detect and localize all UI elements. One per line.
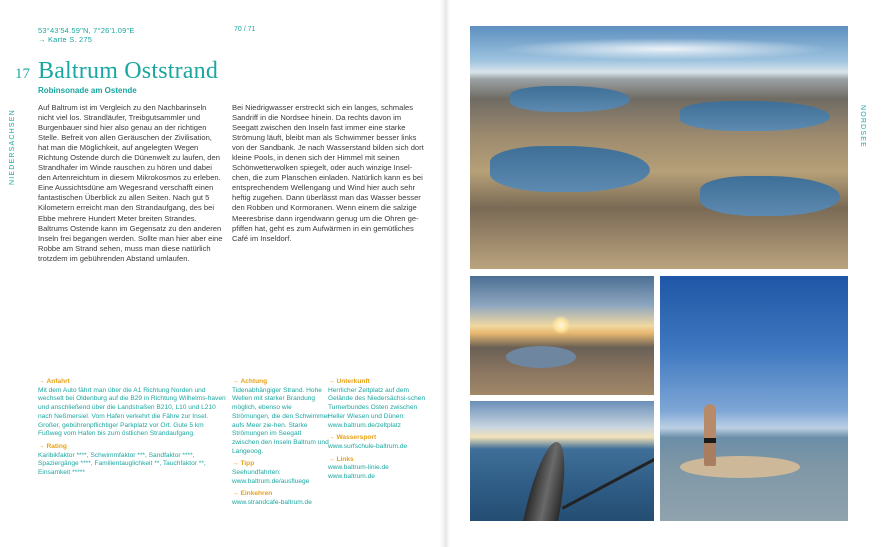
einkehren-heading: Einkehren — [240, 490, 273, 498]
arrow-icon: → — [328, 455, 337, 463]
page-title: Baltrum Oststrand — [38, 58, 219, 84]
body-column-2: Bei Niedrigwasser erstreckt sich ein langes, schmales Sandriff in die Nordsee hinein. Da rechts davon im Seegatt zwischen den Inseln fast immer eine starke Strömung läuft, bleibt man als Schwimmer besser links von der Sandbank. Je nach Wasserstand bilden sich dort kleine Pools, in denen sich der Himmel mit seinen Schönwetterwolken spiegelt, oder auch winzige Insel-chen, die zum Planschen einladen. Natürlich kann es bei entsprechendem Wellengang und Wind hier auch sehr heftig zugehen. Dann überlässt man das Wasser besser den Robben und Kormoranen. Wenn einem die salzige Meeresbrise dann irgendwann genug um die Ohren ge-pfiffen hat, geht es zum Aufwärmen in ein gemütliches Café im Inseldorf. — [232, 103, 424, 243]
photo-sunset-beach — [470, 276, 654, 395]
tipp-heading: Tipp — [240, 460, 255, 468]
anfahrt-text: Mit dem Auto fährt man über die A1 Richtung Norden und wechselt bei Oldenburg auf die B29 in Richtung Wilhelms-haven und anschließend über die Landstraßen B210, L10 und L210 nach Neßmersiel. Vom Hafen verkehrt die Fähre zur Insel. Großer, gebührenpflichtiger Parkplatz vor Ort. Gute 5 km Fußweg vom Hafen bis zum östlichen Strandaufgang. — [38, 386, 226, 438]
rating-text: Karibikfaktor ****, Schwimmfaktor ***, Sandfaktor ****, Spaziergänge ****, Familientauglichkeit **, Tauchfaktor **, Einsamkeit ***** — [38, 451, 206, 477]
arrow-icon: → — [232, 460, 241, 468]
photo-kayak — [470, 401, 654, 521]
wassersport-link[interactable]: www.surfschule-baltrum.de — [328, 442, 408, 450]
arrow-icon: → — [232, 378, 241, 385]
gps-coordinates — [38, 26, 135, 44]
links-heading: Links — [336, 455, 354, 463]
page-subtitle: Robinsonade am Ostende — [38, 86, 137, 95]
map-reference: → Karte S. 275 — [38, 35, 93, 44]
info-column-warning — [232, 378, 330, 512]
book-gutter — [440, 0, 450, 547]
wassersport-heading: Wassersport — [336, 434, 377, 442]
photo-man-on-sandbank — [660, 276, 848, 521]
rating-heading: Rating — [46, 442, 67, 450]
arrow-icon: → — [38, 442, 47, 450]
photo-tidal-flats — [470, 26, 848, 269]
arrow-icon: → — [328, 434, 337, 442]
nordsee-side-label: NORDSEE — [859, 105, 866, 149]
links-link-2[interactable]: www.baltrum.de — [328, 473, 375, 481]
region-side-label — [9, 109, 16, 185]
body-column-1: Auf Baltrum ist im Vergleich zu den Nachbarinseln nicht viel los. Strandläufer, Treibgutsammler und Burgenbauer sind hier also genau an der richtigen Stelle. Befreit von allen Geräuschen der Zivilisation, hat man die Möglichkeit, auf angelegten Wegen Richtung Ostende durch die Dünenwelt zu laufen, den Strandhafer im Winde rauschen zu hören und dabei den Artenreichtum in diesem Mikrokosmos zu erleben. Eine Aussichtsdüne am Wegesrand verschafft einen fantastischen Überblick zu allen Seiten. Nach gut 5 Kilometern erreicht man den Strandaufgang, des bei Ebbe mehrere Hundert Meter breiten Strandes. Baltrums Ostende kann im Gegensatz zu den anderen Inseln frei begangen werden. Sollte man hier aber eine Robbe am Strand sehen, muss man diese natürlich trotzdem im gebührenden Abstand umlaufen. — [38, 103, 223, 263]
coords-text: 53°43'54.59"N, 7°26'1.09"E — [38, 26, 135, 35]
achtung-text: Tidenabhängiger Strand. Hohe Wellen mit starker Brandung möglich, ebenso wie Strömungen, die den Schwimmer aufs Meer zie-hen. Starke Strömungen im Seegatt zwischen den Inseln Baltrum und Langeoog. — [232, 386, 330, 455]
info-column-stay — [328, 378, 428, 486]
achtung-heading: Achtung — [240, 378, 268, 385]
einkehren-text: www.strandcafe-baltrum.de — [232, 499, 312, 507]
unterkunft-link[interactable]: www.baltrum.de/zeltplatz — [328, 421, 401, 429]
arrow-icon: → — [38, 378, 47, 385]
chapter-number: 17 — [15, 66, 30, 82]
arrow-icon: → — [328, 378, 337, 385]
page-numbers: 70 / 71 — [234, 26, 256, 33]
anfahrt-heading: Anfahrt — [46, 378, 70, 385]
unterkunft-text: Herrlicher Zeltplatz auf dem Gelände des Niedersächsi-schen Turnerbundes Osten zwischen Heller Wiesen und Dünen: — [328, 386, 426, 420]
info-column-travel — [38, 378, 226, 482]
region-side-label-text: NIEDERSACHSEN — [9, 109, 16, 185]
tipp-text: Seehundfahrten: www.baltrum.de/ausfluege — [232, 469, 310, 485]
links-link-1[interactable]: www.baltrum-linie.de — [328, 464, 389, 472]
arrow-icon: → — [232, 490, 241, 498]
unterkunft-heading: Unterkunft — [336, 378, 370, 385]
